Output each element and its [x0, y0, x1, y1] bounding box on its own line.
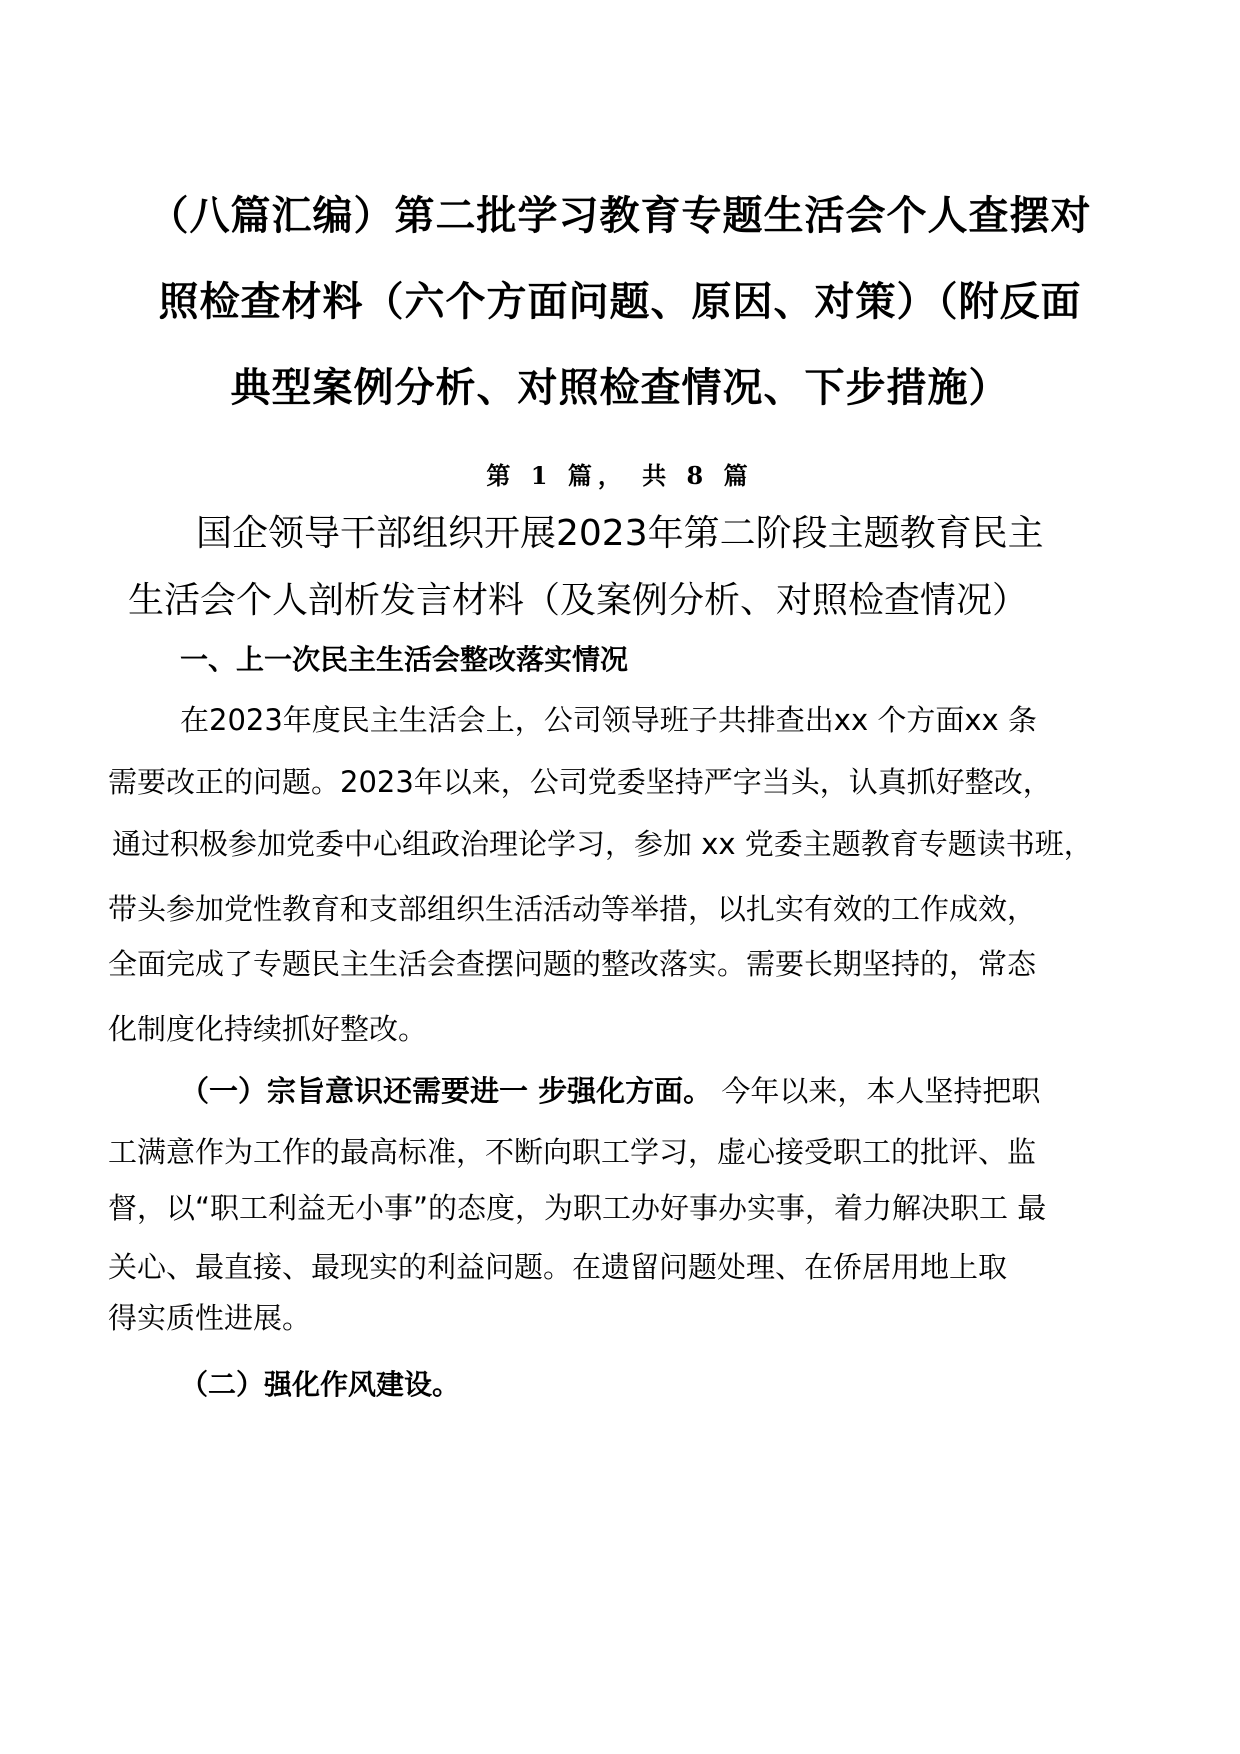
- section-heading-1: 一、上一次民主生活会整改落实情况: [180, 643, 629, 676]
- paragraph-1-line-5: 全面完成了专题民主生活会查摆问题的整改落实。需要长期坚持的，常态: [108, 947, 1037, 981]
- subtitle-line-1: 国企领导干部组织开展2023年第二阶段主题教育民主: [196, 513, 1044, 554]
- paragraph-1-line-3: 通过积极参加党委中心组政治理论学习，参加 xx 党委主题教育专题读书班，: [112, 827, 1093, 861]
- paragraph-1-line-6: 化制度化持续抓好整改。: [108, 1012, 428, 1046]
- part-indicator: 第 1 篇， 共 8 篇: [486, 461, 754, 490]
- paragraph-1-line-1: 在2023年度民主生活会上，公司领导班子共排查出xx 个方面xx 条: [180, 703, 1037, 737]
- paragraph-2-line-2: 工满意作为工作的最高标准，不断向职工学习，虚心接受职工的批评、监: [108, 1135, 1037, 1169]
- paragraph-2-line-5: 得实质性进展。: [108, 1301, 312, 1335]
- subtitle-line-2: 生活会个人剖析发言材料（及案例分析、对照检查情况）: [128, 580, 1029, 621]
- paragraph-2-first-line-text: 今年以来，本人坚持把职: [712, 1074, 1041, 1108]
- paragraph-2-line-3: 督，以“职工利益无小事”的态度，为职工办好事办实事，着力解决职工 最: [108, 1191, 1047, 1225]
- paragraph-2-line-4: 关心、最直接、最现实的利益问题。在遗留问题处理、在侨居用地上取: [108, 1250, 1008, 1284]
- paragraph-2-line-1: [180, 1069, 1040, 1110]
- paragraph-1-line-2: 需要改正的问题。2023年以来，公司党委坚持严字当头，认真抓好整改，: [108, 765, 1052, 799]
- paragraph-1-line-4: 带头参加党性教育和支部组织生活活动等举措，以扎实有效的工作成效，: [108, 892, 1037, 926]
- paragraph-2-lead-heading: （一）宗旨意识还需要进一 步强化方面。: [180, 1074, 713, 1108]
- subheading-2: （二）强化作风建设。: [180, 1368, 461, 1401]
- document-title-line-1: （八篇汇编）第二批学习教育专题生活会个人查摆对: [148, 193, 1092, 239]
- document-title-line-2: 照检查材料（六个方面问题、原因、对策）（附反面: [158, 279, 1082, 325]
- document-title-line-3: 典型案例分析、对照检查情况、下步措施）: [230, 365, 1010, 411]
